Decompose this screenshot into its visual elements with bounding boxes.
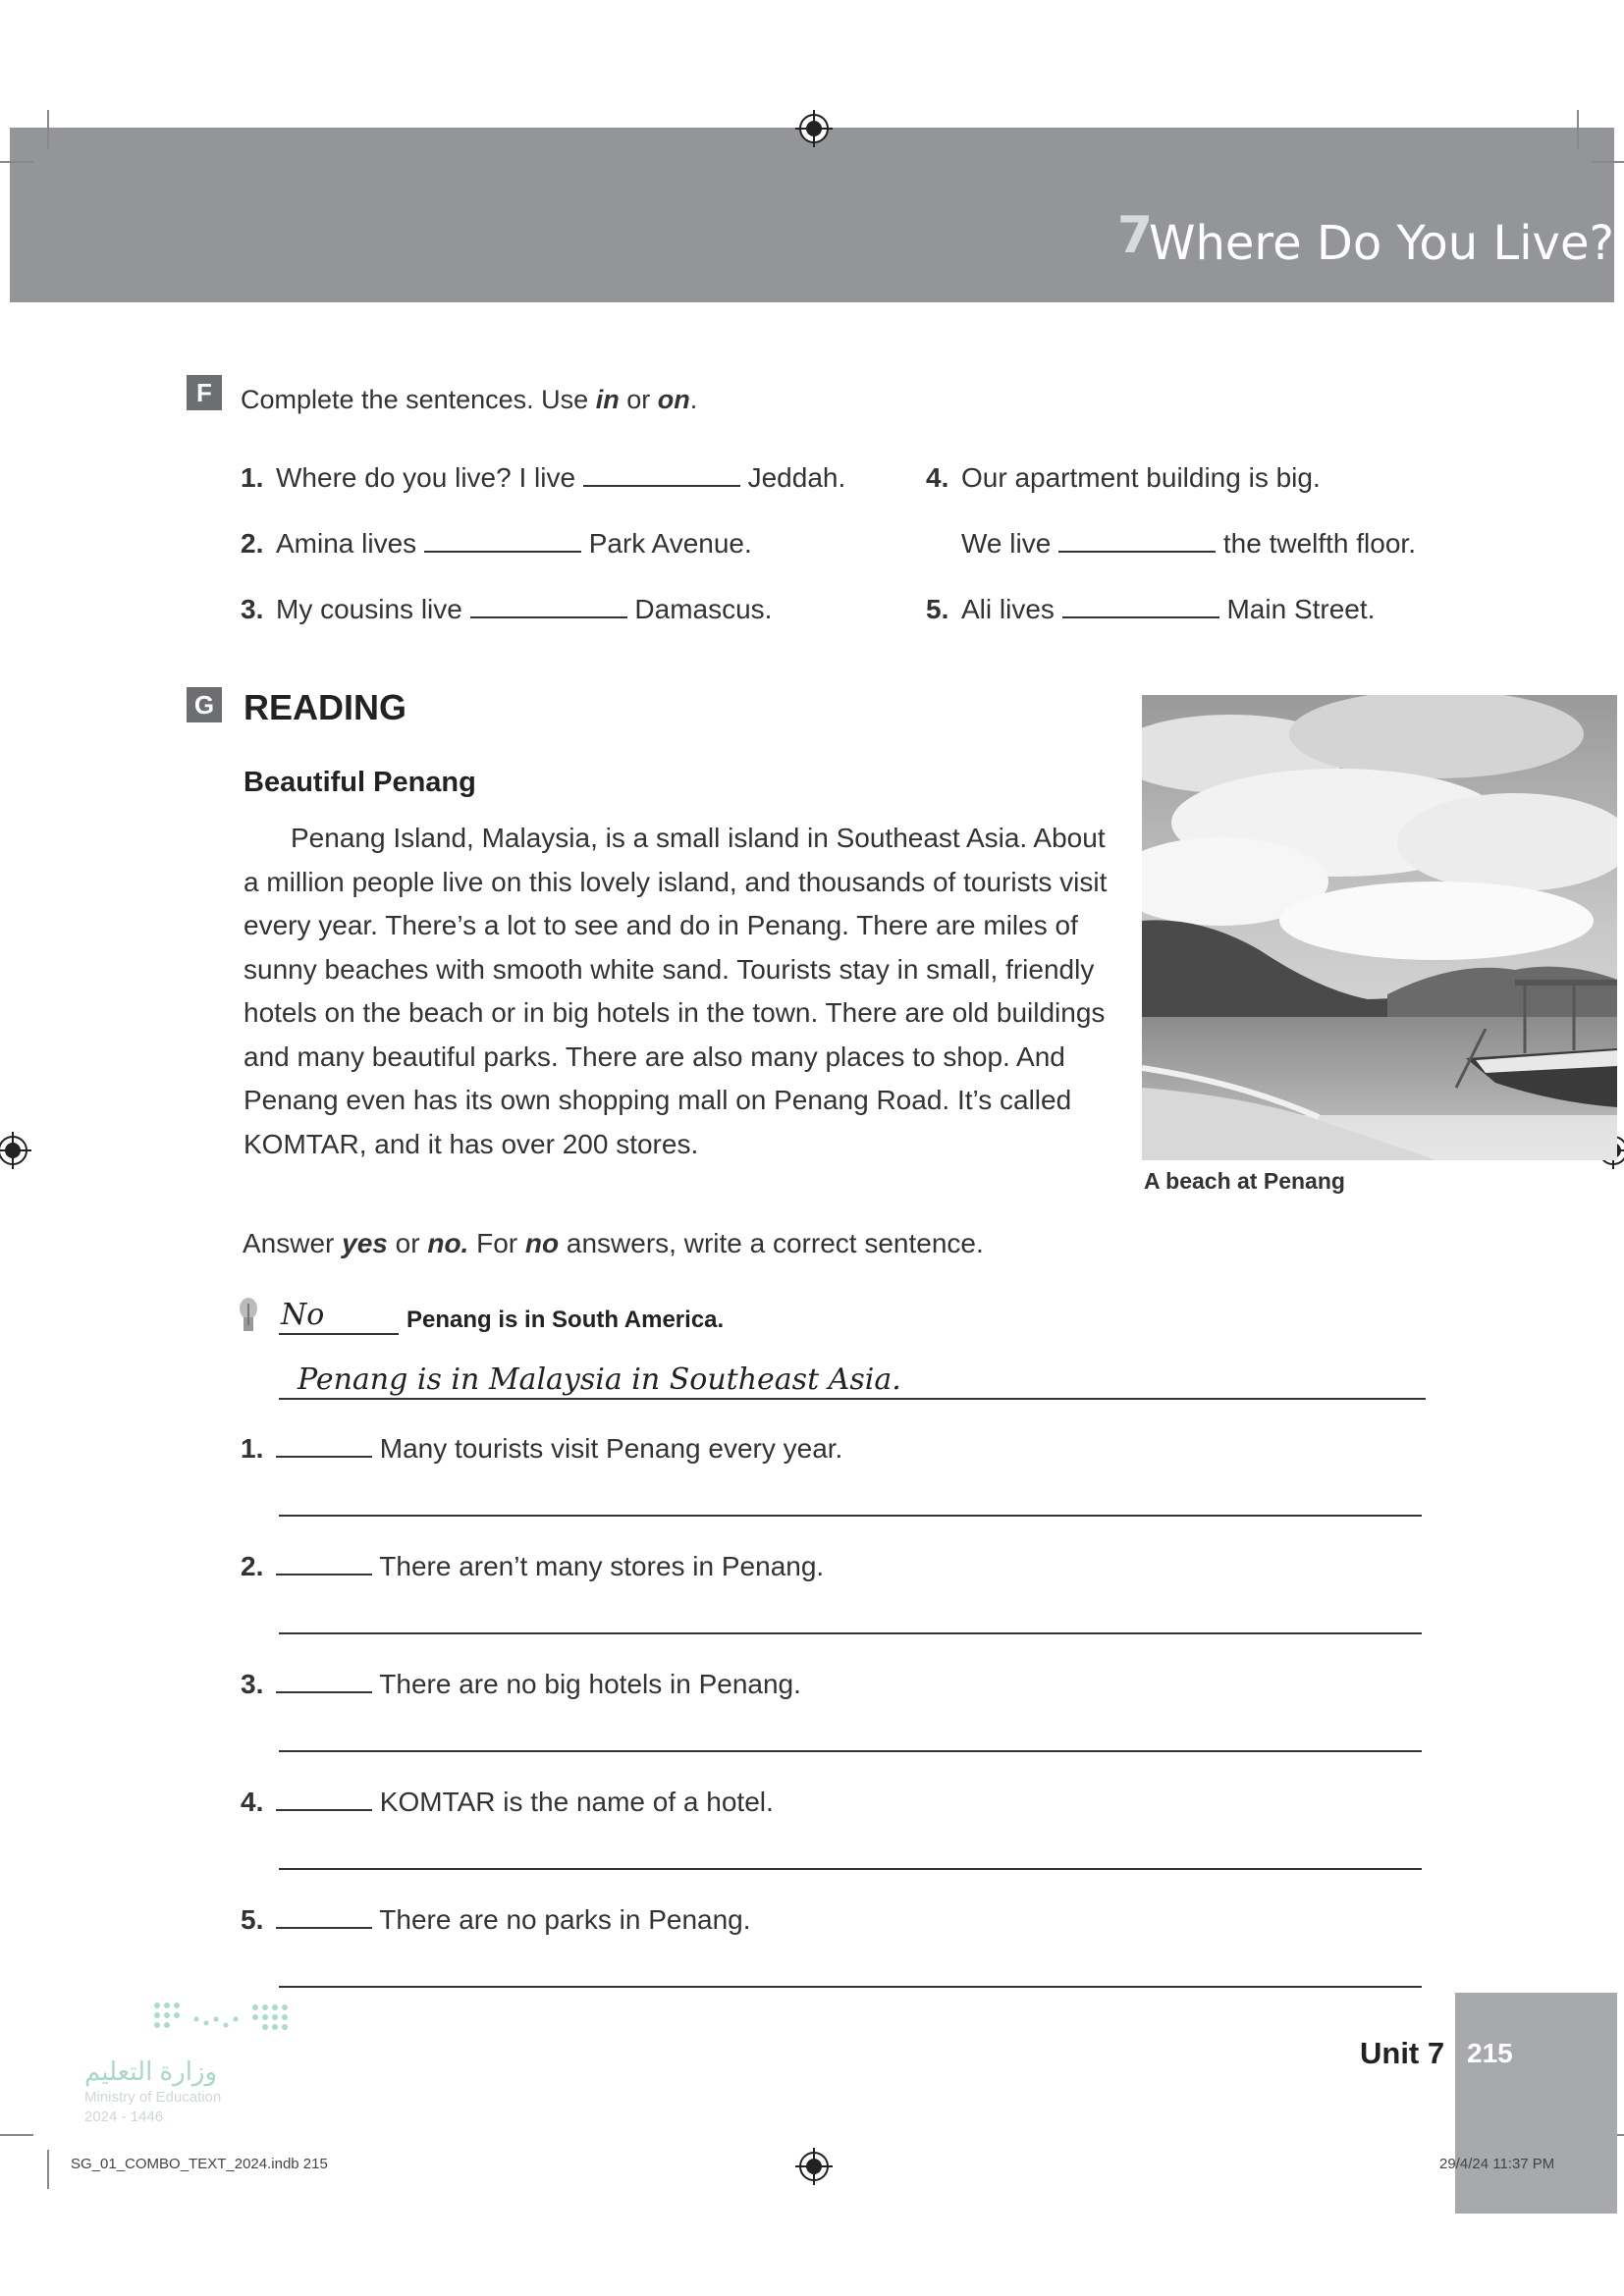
crop-mark (1577, 110, 1579, 149)
crop-mark (47, 110, 49, 149)
section-f-instruction: Complete the sentences. Use in or on. (241, 385, 698, 414)
exercise-f-item-2: 2. Amina lives Park Avenue. (241, 528, 752, 559)
answer-blank[interactable] (1058, 529, 1216, 553)
exercise-f-item-4: 4. Our apartment building is big. (926, 462, 1321, 493)
ministry-name-english: Ministry of Education (84, 2089, 222, 2106)
registration-mark-icon (0, 1136, 27, 1165)
registration-mark-icon (799, 2152, 829, 2181)
answer-blank[interactable] (470, 595, 627, 618)
example-correction: Penang is in Malaysia in Southeast Asia. (298, 1362, 901, 1397)
penang-beach-photo (1142, 695, 1617, 1160)
question-4: 4. KOMTAR is the name of a hotel. (241, 1787, 774, 1817)
correction-line-5[interactable] (279, 1986, 1422, 1988)
lightbulb-icon (238, 1296, 259, 1342)
article-title: Beautiful Penang (244, 767, 476, 798)
article-paragraph: Penang Island, Malaysia, is a small island in Southeast Asia. About a million people live on this lovely island, and thousands of tourists visit every year. There’s a lot to see and do in Penang. There are miles of sunny beaches with smooth white sand. Tourists stay in small, friendly hotels on the beach or in big hotels in the town. There are old buildings and many beautiful parks. There are also many places to shop. And Penang even has its own shopping mall on Penang Road. It’s called KOMTAR, and it has over 200 stores. (244, 823, 1108, 1159)
example-answer: No (281, 1298, 325, 1332)
ministry-year: 2024 - 1446 (84, 2109, 164, 2125)
print-date: 29/4/24 11:37 PM (1439, 2156, 1555, 2172)
ministry-logo-icon (147, 1998, 304, 2052)
yes-no-blank[interactable] (276, 1434, 372, 1458)
answer-instruction: Answer yes or no. For no answers, write a correct sentence. (243, 1228, 984, 1258)
correction-line-4[interactable] (279, 1868, 1422, 1870)
correction-line-1[interactable] (279, 1515, 1422, 1517)
page-number: 215 (1467, 2038, 1513, 2068)
question-2: 2. There aren’t many stores in Penang. (241, 1551, 825, 1581)
yes-no-blank[interactable] (276, 1552, 372, 1575)
example-correction-line (279, 1398, 1426, 1400)
example-statement: Penang is in South America. (406, 1307, 725, 1333)
unit-label: Unit 7 (1360, 2036, 1445, 2070)
exercise-f-item-5: 5. Ali lives Main Street. (926, 594, 1376, 624)
correction-line-3[interactable] (279, 1750, 1422, 1752)
yes-no-blank[interactable] (276, 1905, 372, 1929)
photo-caption: A beach at Penang (1144, 1168, 1345, 1194)
question-5: 5. There are no parks in Penang. (241, 1904, 751, 1935)
answer-blank[interactable] (1062, 595, 1219, 618)
correction-line-2[interactable] (279, 1632, 1422, 1634)
unit-header-band (10, 128, 1614, 302)
example-answer-line (279, 1333, 399, 1335)
exercise-f-item-1: 1. Where do you live? I live Jeddah. (241, 462, 846, 493)
registration-mark-icon (799, 114, 829, 143)
answer-blank[interactable] (583, 463, 740, 487)
ministry-name-arabic: وزارة التعليم (84, 2056, 218, 2086)
section-f-badge: F (187, 375, 222, 410)
file-info: SG_01_COMBO_TEXT_2024.indb 215 (71, 2156, 328, 2172)
question-1: 1. Many tourists visit Penang every year. (241, 1433, 843, 1464)
page-number-block (1455, 1993, 1617, 2214)
answer-blank[interactable] (424, 529, 581, 553)
reading-heading: READING (244, 687, 407, 727)
crop-mark (1593, 161, 1624, 163)
yes-no-blank[interactable] (276, 1670, 372, 1693)
crop-mark (0, 161, 33, 163)
unit-number: 7 (1116, 206, 1153, 265)
exercise-f-item-3: 3. My cousins live Damascus. (241, 594, 773, 624)
exercise-f-item-4-cont: We live the twelfth floor. (961, 528, 1416, 559)
yes-no-blank[interactable] (276, 1788, 372, 1811)
crop-mark (0, 2134, 33, 2136)
unit-title: Where Do You Live? (1149, 216, 1614, 271)
crop-mark (47, 2150, 49, 2189)
question-3: 3. There are no big hotels in Penang. (241, 1669, 801, 1699)
section-g-badge: G (187, 687, 222, 722)
